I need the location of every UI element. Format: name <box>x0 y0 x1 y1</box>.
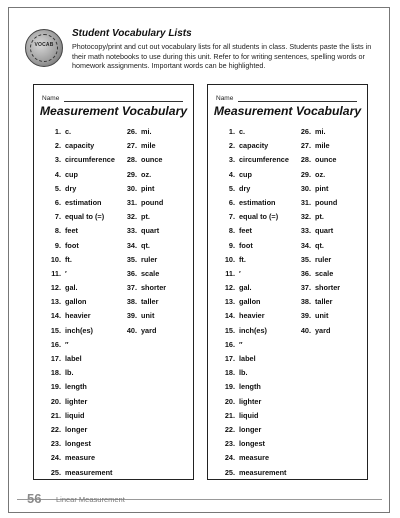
vocab-item <box>121 253 166 267</box>
vocab-term: longest <box>239 439 265 449</box>
vocab-term: oz. <box>141 169 152 179</box>
vocab-item <box>219 239 289 253</box>
vocab-item <box>295 168 340 182</box>
vocab-item <box>219 324 289 338</box>
vocab-item <box>121 125 166 139</box>
vocab-term: taller <box>141 297 159 307</box>
name-field <box>216 95 357 103</box>
vocab-item <box>121 139 166 153</box>
vocab-item <box>45 380 115 394</box>
vocab-number: 1. <box>228 127 235 136</box>
vocab-number: 31. <box>300 197 311 207</box>
vocab-number: 34. <box>126 240 137 250</box>
vocab-term: measurement <box>65 467 113 477</box>
vocab-term: shorter <box>141 283 167 293</box>
vocab-item <box>219 338 289 352</box>
vocab-term: ′ <box>65 268 67 278</box>
vocab-term: c. <box>239 127 246 136</box>
vocab-item <box>121 239 166 253</box>
vocab-item <box>219 168 289 182</box>
vocab-number: 34. <box>300 240 311 250</box>
vocab-number: 12. <box>50 283 61 293</box>
vocab-number: 21. <box>50 410 61 420</box>
vocab-number: 18. <box>224 368 235 378</box>
vocab-item <box>219 395 289 409</box>
name-label: Name <box>216 95 234 102</box>
vocab-term: longest <box>65 439 91 449</box>
vocab-number: 16. <box>224 339 235 349</box>
vocab-item <box>295 139 340 153</box>
vocab-term: dry <box>239 183 251 193</box>
vocab-item <box>121 324 166 338</box>
vocab-number: 3. <box>54 155 61 165</box>
vocab-item <box>45 253 115 267</box>
vocab-number: 28. <box>300 155 311 165</box>
vocab-number: 13. <box>224 297 235 307</box>
vocab-number: 26. <box>300 127 311 136</box>
vocab-item <box>295 196 340 210</box>
vocab-term: ′ <box>239 268 241 278</box>
vocab-term: c. <box>65 127 72 136</box>
vocab-item <box>45 395 115 409</box>
vocab-item <box>45 125 115 139</box>
vocab-term: equal to (=) <box>65 212 105 222</box>
vocab-term: estimation <box>239 197 276 207</box>
vocab-term: gallon <box>65 297 87 307</box>
vocab-item <box>219 125 289 139</box>
vocab-item <box>219 139 289 153</box>
vocab-item <box>121 168 166 182</box>
vocab-term: foot <box>65 240 79 250</box>
vocab-number: 2. <box>54 141 61 151</box>
vocab-item <box>121 267 166 281</box>
vocab-item <box>295 253 340 267</box>
vocab-column-2 <box>295 125 340 338</box>
vocab-item <box>45 210 115 224</box>
vocab-item <box>45 466 115 480</box>
vocab-item <box>121 196 166 210</box>
vocab-number: 37. <box>300 283 311 293</box>
vocab-number: 24. <box>50 453 61 463</box>
vocab-term: ″ <box>65 339 69 349</box>
vocab-term: heavier <box>65 311 91 321</box>
vocab-term: cup <box>239 169 252 179</box>
vocab-term: ruler <box>315 254 332 264</box>
vocab-item <box>45 437 115 451</box>
vocab-term: ″ <box>239 339 243 349</box>
vocabulary-badge-icon <box>25 29 63 67</box>
vocab-column-2 <box>121 125 166 338</box>
vocab-number: 11. <box>225 268 235 278</box>
vocab-number: 18. <box>50 368 61 378</box>
vocab-item <box>295 125 340 139</box>
vocab-term: unit <box>315 311 329 321</box>
vocab-number: 39. <box>126 311 137 321</box>
vocab-term: liquid <box>239 410 259 420</box>
vocab-number: 11. <box>51 268 61 278</box>
vocab-term: foot <box>239 240 253 250</box>
vocab-number: 4. <box>54 169 61 179</box>
name-line <box>238 101 357 102</box>
vocab-number: 30. <box>300 183 311 193</box>
vocab-item <box>121 153 166 167</box>
vocab-number: 6. <box>54 197 61 207</box>
vocab-item <box>45 267 115 281</box>
vocab-number: 29. <box>300 169 311 179</box>
vocab-term: length <box>65 382 87 392</box>
vocab-term: gal. <box>65 283 78 293</box>
vocab-item <box>45 239 115 253</box>
vocab-item <box>45 409 115 423</box>
vocab-item <box>121 224 166 238</box>
vocab-term: equal to (=) <box>239 212 279 222</box>
vocab-number: 14. <box>50 311 61 321</box>
vocab-term: mi. <box>315 127 326 136</box>
vocab-term: gallon <box>239 297 261 307</box>
vocab-item <box>45 309 115 323</box>
vocab-term: oz. <box>315 169 326 179</box>
vocab-term: liquid <box>65 410 85 420</box>
vocab-number: 15. <box>50 325 61 335</box>
vocab-number: 29. <box>126 169 137 179</box>
vocab-item <box>295 153 340 167</box>
vocab-term: pint <box>141 183 155 193</box>
vocab-term: longer <box>239 424 262 434</box>
vocab-item <box>219 451 289 465</box>
vocab-item <box>219 196 289 210</box>
vocab-term: longer <box>65 424 88 434</box>
vocab-term: qt. <box>141 240 150 250</box>
vocabulary-card-left <box>33 84 194 480</box>
vocab-number: 19. <box>50 382 61 392</box>
vocab-term: label <box>65 354 82 363</box>
vocab-number: 9. <box>228 240 235 250</box>
vocab-item <box>295 295 340 309</box>
vocab-term: cup <box>65 169 78 179</box>
vocab-item <box>295 182 340 196</box>
vocab-term: quart <box>141 226 160 236</box>
name-line <box>64 101 183 102</box>
vocab-term: mile <box>141 141 156 151</box>
footer-section-title: Linear Measurement <box>56 495 125 504</box>
vocab-term: capacity <box>239 141 269 151</box>
vocab-term: pound <box>315 197 338 207</box>
vocab-number: 1. <box>54 127 61 136</box>
vocab-number: 33. <box>126 226 137 236</box>
vocab-number: 7. <box>228 212 235 222</box>
vocab-item <box>219 309 289 323</box>
vocab-item <box>45 168 115 182</box>
vocab-item <box>45 196 115 210</box>
vocab-term: unit <box>141 311 155 321</box>
vocab-item <box>45 352 115 366</box>
name-label: Name <box>42 95 60 102</box>
vocab-item <box>45 366 115 380</box>
vocab-item <box>219 295 289 309</box>
vocab-number: 13. <box>50 297 61 307</box>
vocab-term: estimation <box>65 197 102 207</box>
vocab-number: 31. <box>126 197 137 207</box>
vocab-term: gal. <box>239 283 252 293</box>
vocab-number: 16. <box>50 339 61 349</box>
vocab-number: 10. <box>224 254 235 264</box>
vocab-number: 24. <box>224 453 235 463</box>
vocab-column-1 <box>45 125 115 480</box>
page-number: 56 <box>27 491 42 506</box>
vocab-term: shorter <box>315 283 341 293</box>
vocab-number: 36. <box>126 268 137 278</box>
vocab-number: 38. <box>126 297 137 307</box>
vocab-term: quart <box>315 226 334 236</box>
vocab-number: 20. <box>224 396 235 406</box>
card-title: Measurement Vocabulary <box>39 104 188 118</box>
vocab-number: 33. <box>300 226 311 236</box>
vocab-item <box>219 409 289 423</box>
vocab-item <box>219 267 289 281</box>
vocab-number: 5. <box>54 183 61 193</box>
vocab-number: 17. <box>50 354 61 363</box>
vocab-item <box>45 295 115 309</box>
vocab-item <box>219 210 289 224</box>
vocab-item <box>45 139 115 153</box>
vocab-number: 14. <box>224 311 235 321</box>
vocab-number: 38. <box>300 297 311 307</box>
vocab-number: 23. <box>50 439 61 449</box>
vocab-term: capacity <box>65 141 95 151</box>
vocab-term: inch(es) <box>239 325 267 335</box>
vocab-number: 20. <box>50 396 61 406</box>
vocab-term: ft. <box>239 254 246 264</box>
vocab-item <box>45 338 115 352</box>
vocab-item <box>295 224 340 238</box>
vocab-number: 36. <box>300 268 311 278</box>
vocab-term: ft. <box>65 254 72 264</box>
vocab-term: label <box>239 354 256 363</box>
vocab-item <box>45 224 115 238</box>
vocab-term: ounce <box>315 155 337 165</box>
vocab-number: 30. <box>126 183 137 193</box>
vocab-number: 10. <box>50 254 61 264</box>
vocab-term: measure <box>65 453 96 463</box>
vocab-number: 19. <box>224 382 235 392</box>
vocab-number: 9. <box>54 240 61 250</box>
vocab-item <box>121 295 166 309</box>
vocab-term: measurement <box>239 467 287 477</box>
vocab-term: mile <box>315 141 330 151</box>
vocab-item <box>219 224 289 238</box>
vocab-term: qt. <box>315 240 324 250</box>
vocab-number: 8. <box>228 226 235 236</box>
vocab-number: 2. <box>228 141 235 151</box>
page-instructions: Photocopy/print and cut out vocabulary lists for all students in class. Students paste the lists in their math notebooks to use during this unit. Refer to for writing sentences, spelling words or homework assignments. Important words can be highlighted. <box>72 42 372 71</box>
vocab-number: 27. <box>126 141 137 151</box>
vocab-term: lb. <box>65 368 74 378</box>
vocab-term: pint <box>315 183 329 193</box>
vocab-term: length <box>239 382 261 392</box>
vocab-term: lighter <box>65 396 88 406</box>
vocab-term: pound <box>141 197 164 207</box>
vocab-item <box>45 153 115 167</box>
vocab-number: 23. <box>224 439 235 449</box>
vocab-number: 32. <box>300 212 311 222</box>
vocab-item <box>219 352 289 366</box>
vocab-number: 22. <box>50 424 61 434</box>
vocab-item <box>45 451 115 465</box>
vocab-term: heavier <box>239 311 265 321</box>
vocab-number: 25. <box>50 467 61 477</box>
vocab-number: 22. <box>224 424 235 434</box>
vocab-item <box>121 281 166 295</box>
vocab-term: yard <box>141 325 157 335</box>
vocab-term: feet <box>239 226 252 236</box>
vocab-number: 21. <box>224 410 235 420</box>
vocab-number: 5. <box>228 183 235 193</box>
vocab-item <box>45 324 115 338</box>
vocab-item <box>45 423 115 437</box>
vocab-term: feet <box>65 226 78 236</box>
vocab-item <box>295 239 340 253</box>
vocab-number: 39. <box>300 311 311 321</box>
vocab-term: lighter <box>239 396 262 406</box>
vocab-item <box>219 366 289 380</box>
vocab-number: 32. <box>126 212 137 222</box>
vocab-number: 3. <box>228 155 235 165</box>
vocab-number: 6. <box>228 197 235 207</box>
vocab-item <box>219 423 289 437</box>
vocab-number: 35. <box>300 254 311 264</box>
badge-ring <box>30 34 58 62</box>
vocabulary-card-right <box>207 84 368 480</box>
vocab-item <box>219 466 289 480</box>
vocab-term: yard <box>315 325 331 335</box>
vocab-number: 26. <box>126 127 137 136</box>
vocab-term: measure <box>239 453 270 463</box>
vocab-number: 28. <box>126 155 137 165</box>
vocab-number: 12. <box>224 283 235 293</box>
vocab-term: scale <box>315 268 334 278</box>
vocab-term: scale <box>141 268 160 278</box>
vocab-number: 35. <box>126 254 137 264</box>
vocab-term: ounce <box>141 155 163 165</box>
vocab-number: 40. <box>126 325 137 335</box>
card-title: Measurement Vocabulary <box>213 104 362 118</box>
vocab-term: lb. <box>239 368 248 378</box>
vocab-item <box>219 380 289 394</box>
vocab-term: ruler <box>141 254 158 264</box>
vocab-column-1 <box>219 125 289 480</box>
vocab-term: inch(es) <box>65 325 93 335</box>
vocab-number: 40. <box>300 325 311 335</box>
vocab-item <box>295 267 340 281</box>
vocab-item <box>219 437 289 451</box>
vocab-item <box>295 210 340 224</box>
vocab-term: dry <box>65 183 77 193</box>
vocab-number: 17. <box>224 354 235 363</box>
vocab-item <box>219 182 289 196</box>
badge-text: VOCAB <box>34 42 54 48</box>
vocab-number: 15. <box>224 325 235 335</box>
vocab-number: 27. <box>300 141 311 151</box>
vocab-number: 25. <box>224 467 235 477</box>
vocab-term: taller <box>315 297 333 307</box>
vocab-item <box>295 281 340 295</box>
vocab-number: 8. <box>54 226 61 236</box>
vocab-item <box>219 153 289 167</box>
vocab-item <box>295 309 340 323</box>
page-title: Student Vocabulary Lists <box>72 28 192 39</box>
vocab-item <box>45 182 115 196</box>
vocab-item <box>121 309 166 323</box>
vocab-term: mi. <box>141 127 152 136</box>
vocab-item <box>219 253 289 267</box>
vocab-number: 37. <box>126 283 137 293</box>
vocab-term: pt. <box>315 212 324 222</box>
vocab-item <box>45 281 115 295</box>
vocab-item <box>295 324 340 338</box>
vocab-term: pt. <box>141 212 150 222</box>
vocab-number: 4. <box>228 169 235 179</box>
vocab-item <box>121 210 166 224</box>
vocab-term: circumference <box>239 155 289 165</box>
vocab-term: circumference <box>65 155 115 165</box>
vocab-item <box>121 182 166 196</box>
vocab-number: 7. <box>54 212 61 222</box>
vocab-item <box>219 281 289 295</box>
name-field <box>42 95 183 103</box>
